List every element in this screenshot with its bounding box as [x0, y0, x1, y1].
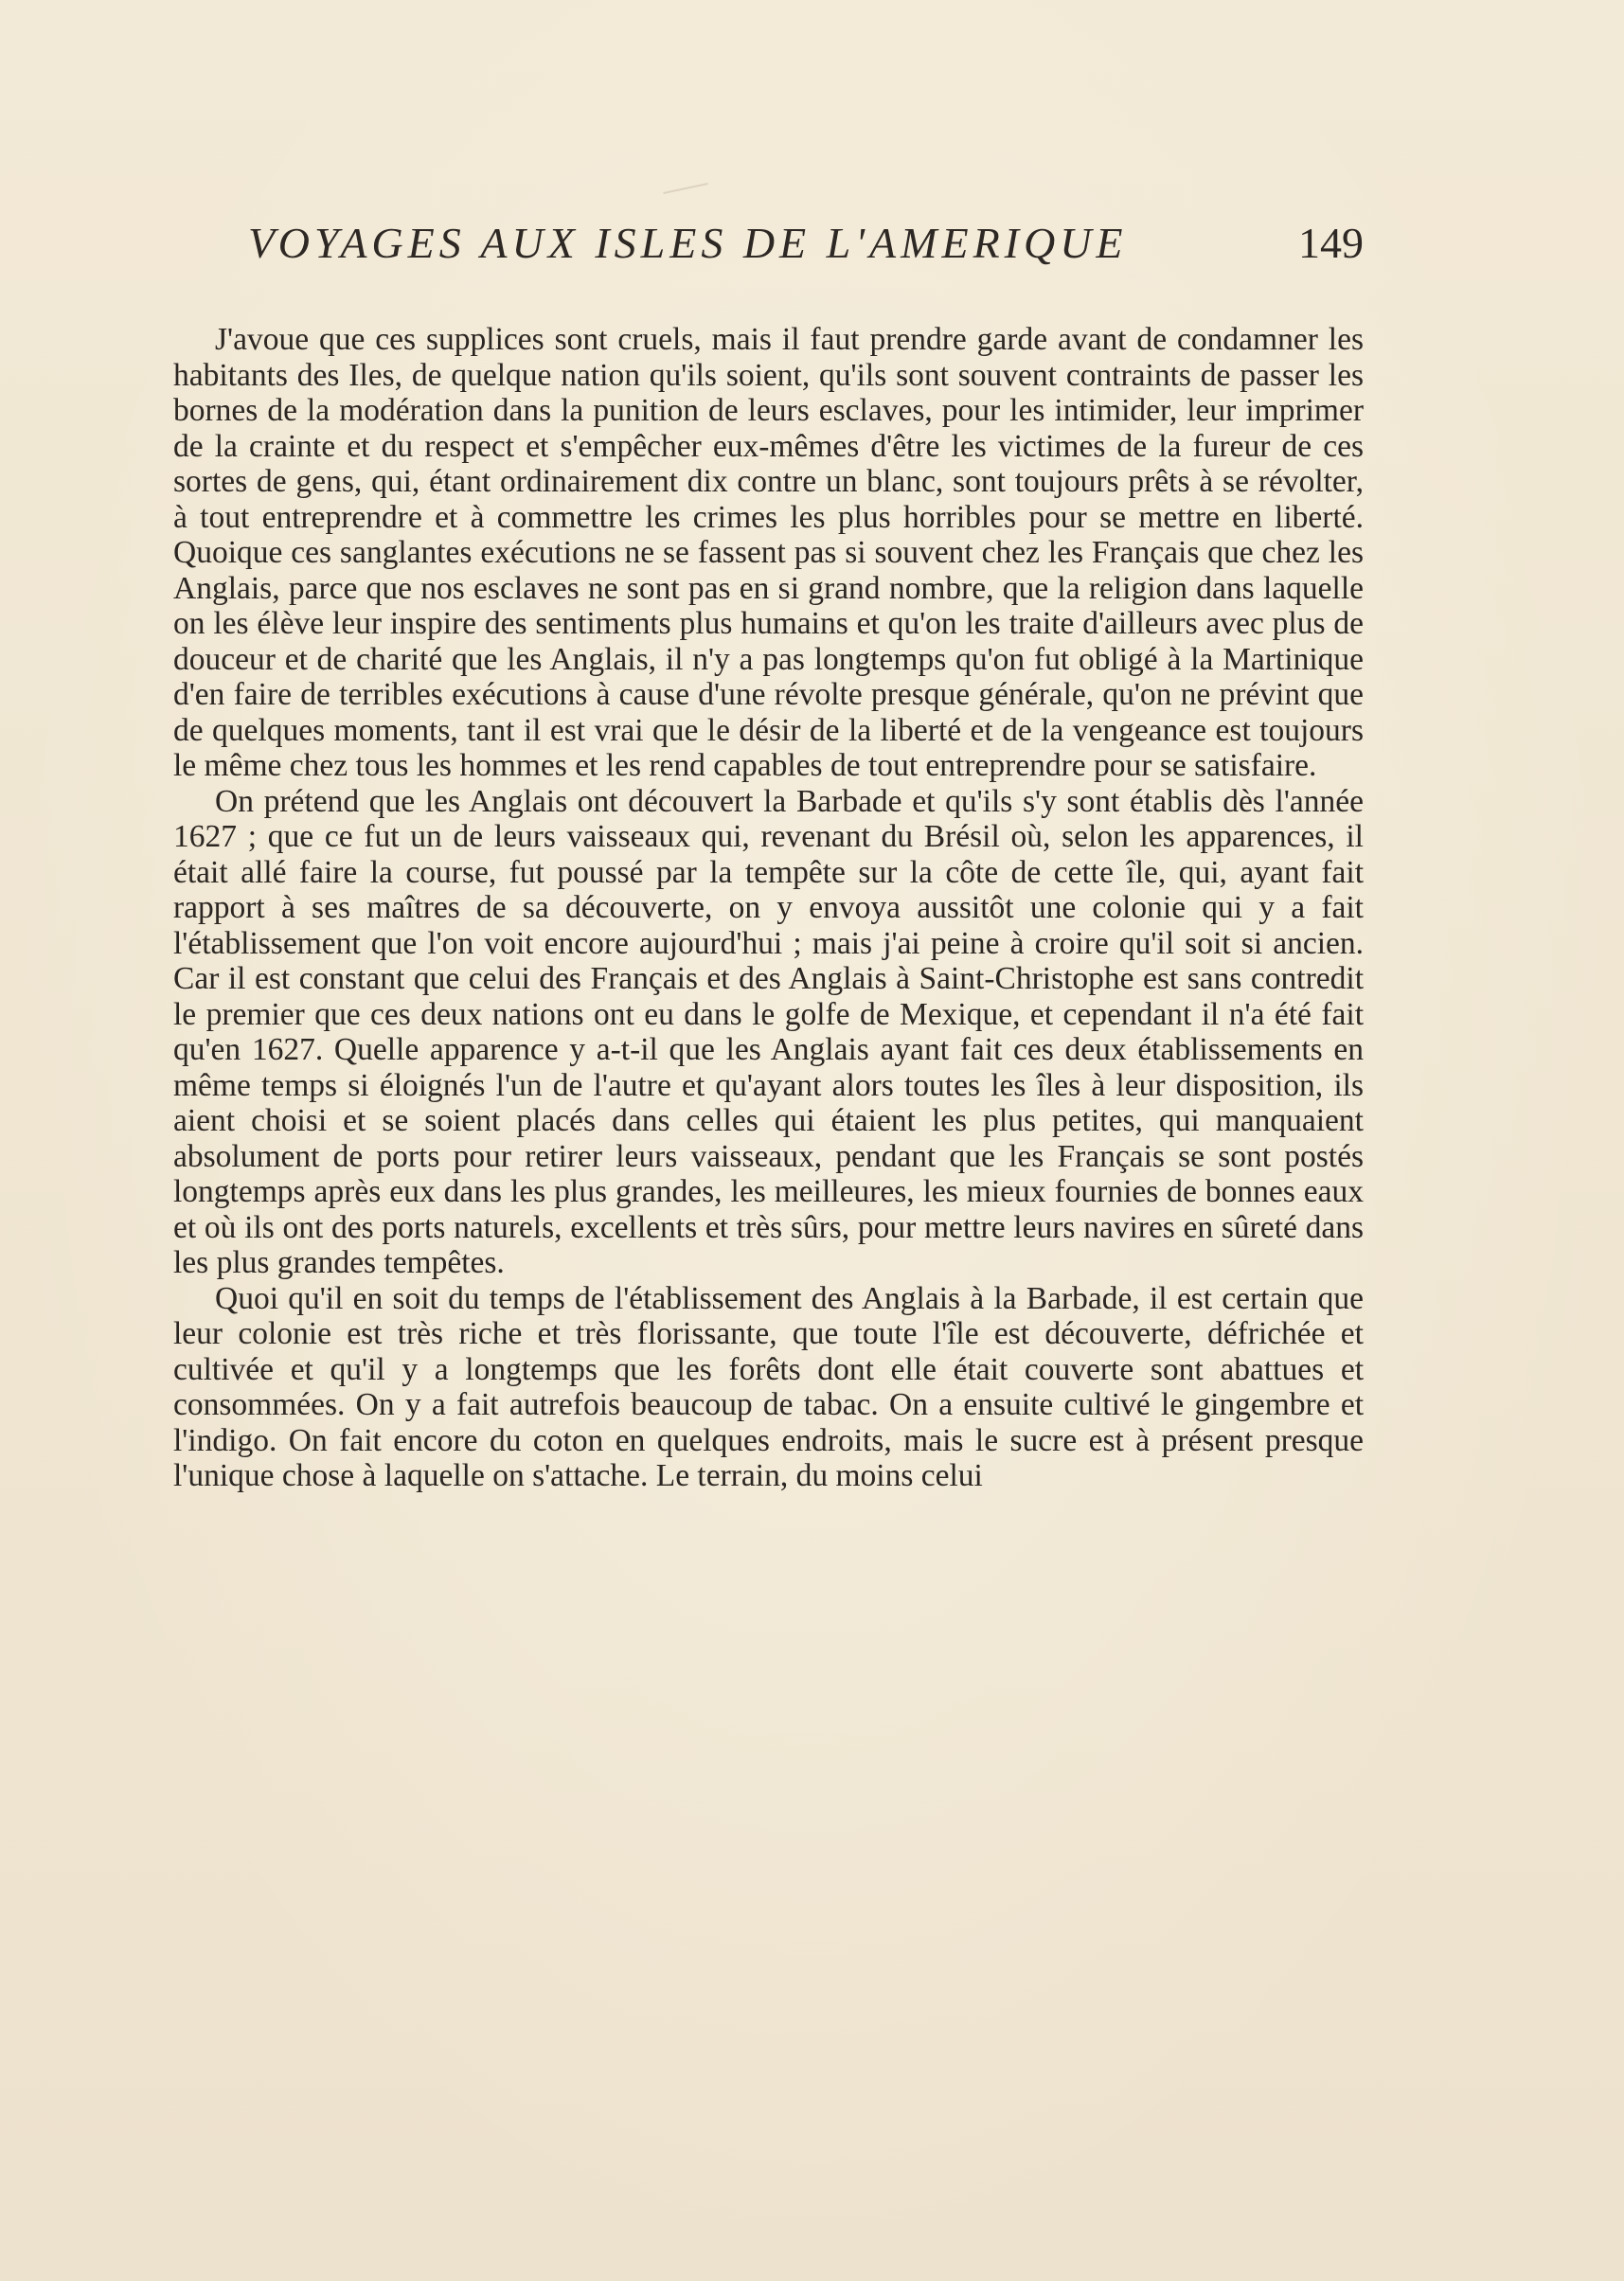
running-title: VOYAGES AUX ISLES DE L'AMERIQUE [248, 219, 1128, 267]
page-number: 149 [1298, 219, 1364, 267]
paragraph-2: On prétend que les Anglais ont découvert la Barbade et qu'ils s'y sont établis dès l'année 1627 ; que ce fut un de leurs vaisseaux qui, revenant du Brésil où, selon les apparences, il était allé faire la course, fut poussé par la tempête sur la côte de cette île, qui, ayant fait rapport à ses maîtres de sa découverte, on y envoya aussitôt une colonie qui y a fait l'établissement que l'on voit encore aujourd'hui ; mais j'ai peine à croire qu'il soit si ancien. Car il est constant que celui des Français et des Anglais à Saint-Christophe est sans contredit le premier que ces deux nations ont eu dans le golfe de Mexique, et cependant il n'a été fait qu'en 1627. Quelle apparence y a-t-il que les Anglais ayant fait ces deux établissements en même temps si éloignés l'un de l'autre et qu'ayant alors toutes les îles à leur disposition, ils aient choisi et se soient placés dans celles qui étaient les plus petites, qui manquaient absolument de ports pour retirer leurs vaisseaux, pendant que les Français se sont postés longtemps après eux dans les plus grandes, les meilleures, les mieux fournies de bonnes eaux et où ils ont des ports naturels, excellents et très sûrs, pour mettre leurs navires en sûreté dans les plus grandes tempêtes. [173, 783, 1364, 1280]
paragraph-3: Quoi qu'il en soit du temps de l'établissement des Anglais à la Barbade, il est certain que leur colonie est très riche et très florissante, que toute l'île est découverte, défrichée et cultivée et qu'il y a longtemps que les forêts dont elle était couverte sont abattues et consommées. On y a fait autrefois beaucoup de tabac. On a ensuite cultivé le gingembre et l'indigo. On fait encore du coton en quelques endroits, mais le sucre est à présent presque l'unique chose à laquelle on s'attache. Le terrain, du moins celui [173, 1280, 1364, 1493]
page-crease-mark [663, 183, 707, 194]
running-head [248, 210, 1364, 276]
body-text [173, 322, 1364, 1494]
paragraph-1: J'avoue que ces supplices sont cruels, mais il faut prendre garde avant de condamner les habitants des Iles, de quelque nation qu'ils soient, qu'ils sont souvent contraints de passer les bornes de la modération dans la punition de leurs esclaves, pour les intimider, leur imprimer de la crainte et du respect et s'empêcher eux-mêmes d'être les victimes de la fureur de ces sortes de gens, qui, étant ordinairement dix contre un blanc, sont toujours prêts à se révolter, à tout entreprendre et à commettre les crimes les plus horribles pour se mettre en liberté. Quoique ces sanglantes exécutions ne se fassent pas si souvent chez les Français que chez les Anglais, parce que nos esclaves ne sont pas en si grand nombre, que la religion dans laquelle on les élève leur inspire des sentiments plus humains et qu'on les traite d'ailleurs avec plus de douceur et de charité que les Anglais, il n'y a pas longtemps qu'on fut obligé à la Martinique d'en faire de terribles exécutions à cause d'une révolte presque générale, qu'on ne prévint que de quelques moments, tant il est vrai que le désir de la liberté et de la vengeance est toujours le même chez tous les hommes et les rend capables de tout entreprendre pour se satisfaire. [173, 322, 1364, 783]
